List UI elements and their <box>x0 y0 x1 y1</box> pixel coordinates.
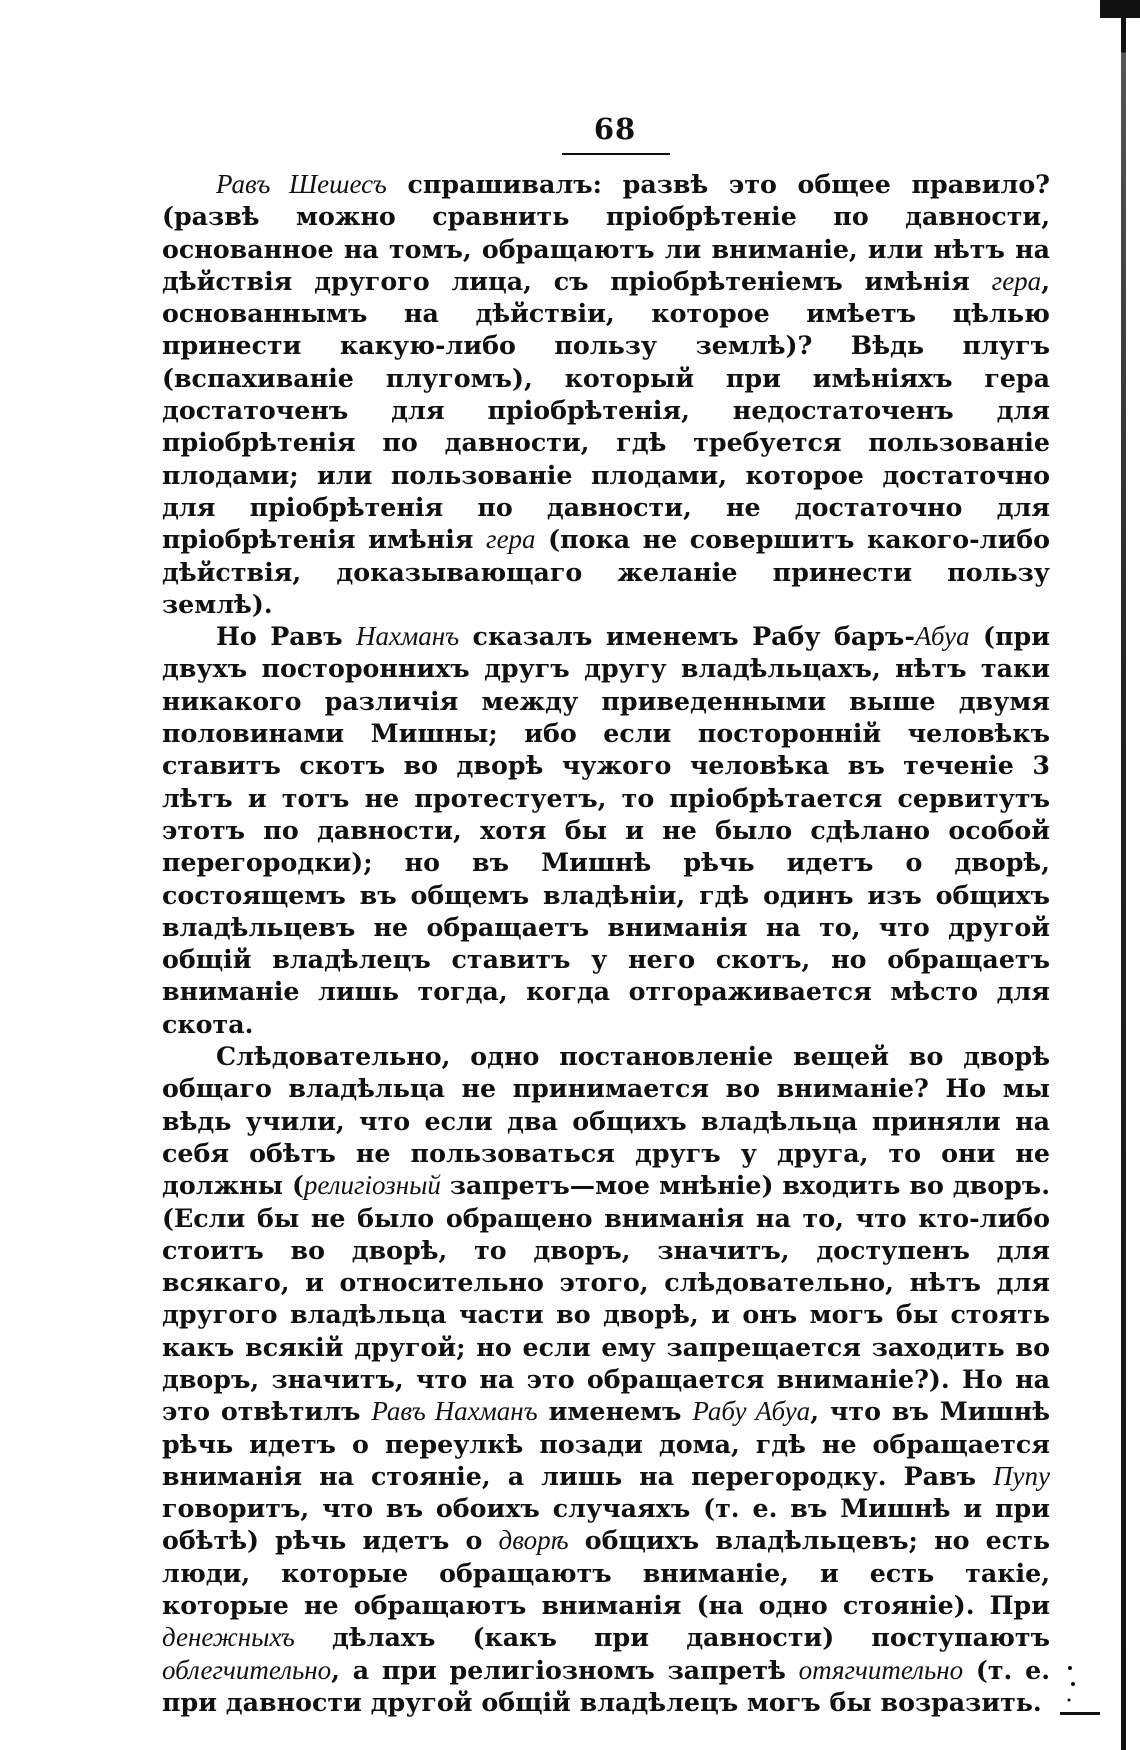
text-run: , основаннымъ на дѣйствіи, которое имѣетъ цѣлью принести какую-либо пользу землѣ)? Вѣдь плугъ (вспахиваніе плугомъ), который при имѣніяхъ гера достаточенъ для пріобрѣтенія, недостаточенъ для пріобрѣтенія по давности, гдѣ требуется пользованіе плодами; или пользованіе плодами, которое достаточно для пріобрѣтенія по давности, не достаточно для пріобрѣтенія имѣнія <box>162 265 1050 555</box>
italic-term: денежныхъ <box>162 1622 295 1653</box>
italic-term: Рабу Абуа <box>692 1396 811 1427</box>
scan-edge <box>1121 0 1126 1750</box>
italic-term: Равъ Шешесъ <box>216 169 387 199</box>
text-run: сказалъ именемъ Рабу баръ- <box>459 621 915 652</box>
italic-term: гера <box>486 524 536 555</box>
italic-term: облегчительно <box>162 1654 332 1685</box>
italic-term: гера <box>991 265 1042 296</box>
text-run: общихъ владѣльцевъ; но есть люди, которые обращаютъ вниманіе, и есть такіе, которые не обращаютъ вниманія (на одно стояніе). При <box>162 1525 1050 1621</box>
text-run: (пока не совершитъ какого-либо дѣйствія, доказывающаго желаніе принести пользу землѣ). <box>162 524 1050 619</box>
italic-term: Нахманъ <box>356 621 460 652</box>
italic-term: отягчительно <box>798 1654 964 1685</box>
paragraph-3 <box>162 1040 1050 1718</box>
italic-term: Равъ Нахманъ <box>371 1396 538 1427</box>
scan-edge-top <box>1100 0 1140 18</box>
text-run: , а при религіозномъ запретѣ <box>331 1654 799 1685</box>
italic-term: дворѣ <box>498 1525 569 1556</box>
text-run: говоритъ, что въ обоихъ случаяхъ (т. е. въ Мишнѣ и при обѣтѣ) рѣчь идетъ о <box>162 1493 1050 1556</box>
text-run: дѣлахъ (какъ при давности) поступаютъ <box>294 1622 1050 1653</box>
text-run: Слѣдовательно, одно постановленіе вещей во дворѣ общаго владѣльца не принимается во вниманіе? Но мы вѣдь учили, что если два общихъ владѣльца приняли на себя обѣтъ не пользоваться другъ у друга, то они не должны ( <box>162 1041 1050 1201</box>
italic-term: религіозный <box>303 1170 441 1201</box>
text-run: (при двухъ постороннихъ другъ другу владѣльцахъ, нѣтъ таки никакого различія между приведенными выше двумя половинами Мишны; ибо если посторонній человѣкъ ставитъ скотъ во дворѣ чужого человѣка въ теченіе 3 лѣтъ и тотъ не протестуетъ, то пріобрѣтается сервитутъ этотъ по давности, хотя бы и не было сдѣлано особой перегородки); но въ Мишнѣ рѣчь идетъ о дворѣ, состоящемъ въ общемъ владѣніи, гдѣ одинъ изъ общихъ владѣльцевъ не обращаетъ вниманія на то, что другой общій владѣлецъ ставитъ у него скотъ, но обращаетъ вниманіе лишь тогда, когда отгораживается мѣсто для скота. <box>162 621 1050 1039</box>
text-run: (т. е. при давности другой общій владѣлецъ могъ бы возразить. <box>162 1654 1050 1717</box>
text-run: , что въ Мишнѣ рѣчь идетъ о переулкѣ позади дома, гдѣ не обращается вниманія на стояніе, а лишь на перегородку. Равъ <box>162 1396 1051 1491</box>
body-text <box>162 168 1050 1718</box>
text-run: Но Равъ <box>216 621 357 652</box>
text-run: именемъ <box>537 1396 693 1427</box>
paragraph-1 <box>162 168 1050 620</box>
page-number: 68 <box>593 112 637 146</box>
text-run: запретъ—мое мнѣніе) входить во дворъ. (Если бы не было обращено вниманія на то, что кто-либо стоитъ во дворѣ, то дворъ, значитъ, доступенъ для всякаго, и относительно этого, слѣдовательно, нѣтъ для другого владѣльца части во дворѣ, и онъ могъ бы стоять какъ всякій другой; но если ему запрещается заходить во дворъ, значитъ, что на это обращается вниманіе?). Но на это отвѣтилъ <box>162 1170 1050 1427</box>
scan-specks <box>1060 1660 1100 1720</box>
text-run: спрашивалъ: развѣ это общее правило? (развѣ можно сравнить пріобрѣтеніе по давности, основанное на томъ, обращаютъ ли вниманіе, или нѣтъ на дѣйствія другого лица, съ пріобрѣтеніемъ имѣнія <box>162 169 1051 296</box>
paragraph-2 <box>162 620 1050 1040</box>
italic-term: Абуа <box>914 621 970 652</box>
page-number-rule <box>562 153 670 155</box>
italic-term: Пупу <box>993 1460 1050 1491</box>
